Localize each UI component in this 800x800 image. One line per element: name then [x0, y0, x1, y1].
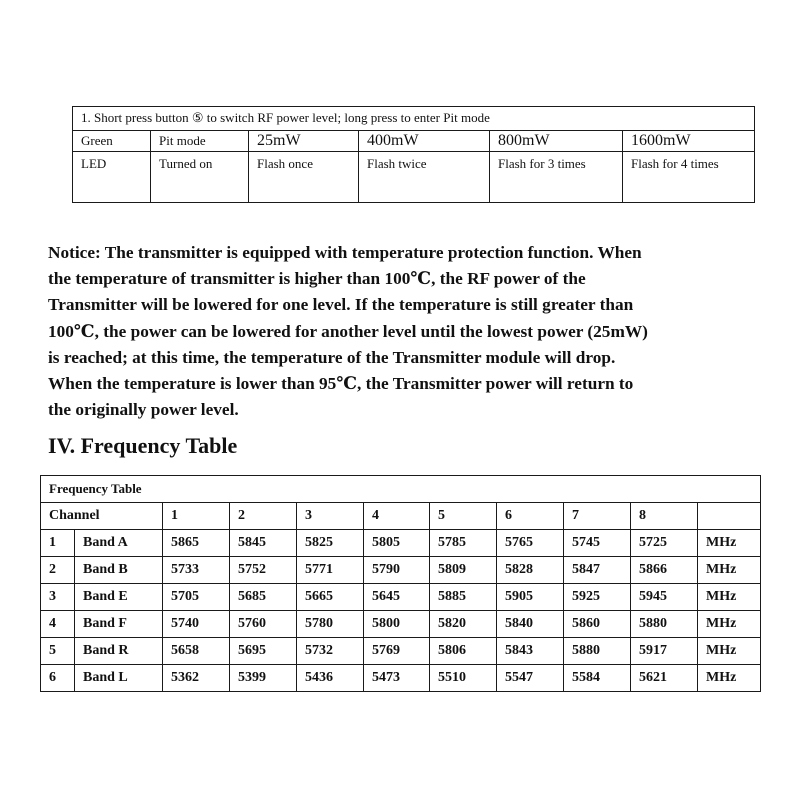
level-400mw: 400mW: [359, 131, 490, 152]
frequency-cell: 5845: [230, 530, 297, 557]
frequency-cell: 5866: [631, 557, 698, 584]
led-state-25mw: Flash once: [249, 152, 359, 203]
frequency-cell: 5547: [497, 665, 564, 692]
frequency-cell: 5843: [497, 638, 564, 665]
notice-line: When the temperature is lower than 95℃, the Transmitter power will return to: [48, 374, 634, 394]
frequency-cell: 5805: [364, 530, 430, 557]
frequency-cell: 5510: [430, 665, 497, 692]
frequency-cell: 5880: [631, 611, 698, 638]
unit-header-empty: [698, 503, 761, 530]
row-label-led: LED: [73, 152, 151, 203]
frequency-cell: 5436: [297, 665, 364, 692]
channel-header: 3: [297, 503, 364, 530]
frequency-cell: 5945: [631, 584, 698, 611]
frequency-cell: 5840: [497, 611, 564, 638]
unit-cell: MHz: [698, 584, 761, 611]
band-index: 4: [41, 611, 75, 638]
channel-header: 2: [230, 503, 297, 530]
instruction-text: 1. Short press button ⑤ to switch RF power level; long press to enter Pit mode: [73, 107, 755, 131]
band-name: Band L: [75, 665, 163, 692]
frequency-cell: 5800: [364, 611, 430, 638]
frequency-cell: 5885: [430, 584, 497, 611]
notice-line: is reached; at this time, the temperature of the Transmitter module will drop.: [48, 347, 616, 367]
frequency-table: [40, 475, 761, 692]
frequency-cell: 5685: [230, 584, 297, 611]
frequency-cell: 5745: [564, 530, 631, 557]
instruction-row: [73, 107, 755, 131]
frequency-cell: 5584: [564, 665, 631, 692]
table-row: [41, 611, 761, 638]
table-row: [41, 530, 761, 557]
channel-header: 7: [564, 503, 631, 530]
frequency-cell: 5790: [364, 557, 430, 584]
frequency-cell: 5769: [364, 638, 430, 665]
channel-label: Channel: [41, 503, 163, 530]
level-pit-mode: Pit mode: [151, 131, 249, 152]
frequency-cell: 5760: [230, 611, 297, 638]
notice-line: Transmitter will be lowered for one level. If the temperature is still greater than: [48, 295, 634, 315]
temperature-notice: [48, 240, 748, 423]
table-caption: Frequency Table: [41, 476, 761, 503]
table-row: [41, 557, 761, 584]
channel-header: 1: [163, 503, 230, 530]
frequency-cell: 5828: [497, 557, 564, 584]
frequency-cell: 5665: [297, 584, 364, 611]
frequency-cell: 5733: [163, 557, 230, 584]
channel-header: 4: [364, 503, 430, 530]
frequency-cell: 5740: [163, 611, 230, 638]
channel-header-row: [41, 503, 761, 530]
table-row: [41, 584, 761, 611]
frequency-cell: 5917: [631, 638, 698, 665]
channel-header: 6: [497, 503, 564, 530]
band-name: Band F: [75, 611, 163, 638]
unit-cell: MHz: [698, 665, 761, 692]
led-state-800mw: Flash for 3 times: [490, 152, 623, 203]
frequency-cell: 5752: [230, 557, 297, 584]
power-levels-row: [73, 131, 755, 152]
frequency-cell: 5847: [564, 557, 631, 584]
frequency-cell: 5473: [364, 665, 430, 692]
frequency-cell: 5621: [631, 665, 698, 692]
unit-cell: MHz: [698, 557, 761, 584]
frequency-cell: 5732: [297, 638, 364, 665]
notice-line: the originally power level.: [48, 400, 239, 420]
led-states-row: [73, 152, 755, 203]
frequency-cell: 5785: [430, 530, 497, 557]
notice-line: the temperature of transmitter is higher than 100℃, the RF power of the: [48, 269, 586, 289]
band-name: Band B: [75, 557, 163, 584]
led-state-400mw: Flash twice: [359, 152, 490, 203]
notice-line: 100℃, the power can be lowered for another level until the lowest power (25mW): [48, 321, 648, 341]
frequency-cell: 5725: [631, 530, 698, 557]
frequency-cell: 5771: [297, 557, 364, 584]
level-1600mw: 1600mW: [623, 131, 755, 152]
band-index: 1: [41, 530, 75, 557]
table-row: [41, 665, 761, 692]
frequency-cell: 5705: [163, 584, 230, 611]
table-row: [41, 638, 761, 665]
frequency-cell: 5658: [163, 638, 230, 665]
band-index: 5: [41, 638, 75, 665]
section-title: IV. Frequency Table: [48, 433, 238, 458]
unit-cell: MHz: [698, 638, 761, 665]
frequency-cell: 5645: [364, 584, 430, 611]
channel-header: 8: [631, 503, 698, 530]
channel-header: 5: [430, 503, 497, 530]
frequency-cell: 5809: [430, 557, 497, 584]
power-level-table: [72, 106, 755, 203]
frequency-cell: 5362: [163, 665, 230, 692]
band-name: Band A: [75, 530, 163, 557]
band-index: 3: [41, 584, 75, 611]
frequency-cell: 5865: [163, 530, 230, 557]
unit-cell: MHz: [698, 611, 761, 638]
frequency-cell: 5780: [297, 611, 364, 638]
unit-cell: MHz: [698, 530, 761, 557]
frequency-cell: 5695: [230, 638, 297, 665]
frequency-cell: 5860: [564, 611, 631, 638]
frequency-cell: 5399: [230, 665, 297, 692]
frequency-cell: 5820: [430, 611, 497, 638]
frequency-cell: 5765: [497, 530, 564, 557]
led-state-pit: Turned on: [151, 152, 249, 203]
frequency-cell: 5880: [564, 638, 631, 665]
frequency-cell: 5925: [564, 584, 631, 611]
row-label-green: Green: [73, 131, 151, 152]
table-caption-row: [41, 476, 761, 503]
frequency-cell: 5806: [430, 638, 497, 665]
frequency-cell: 5825: [297, 530, 364, 557]
band-index: 6: [41, 665, 75, 692]
frequency-cell: 5905: [497, 584, 564, 611]
level-800mw: 800mW: [490, 131, 623, 152]
band-index: 2: [41, 557, 75, 584]
level-25mw: 25mW: [249, 131, 359, 152]
notice-line: Notice: The transmitter is equipped with temperature protection function. When: [48, 243, 642, 262]
band-name: Band R: [75, 638, 163, 665]
band-name: Band E: [75, 584, 163, 611]
led-state-1600mw: Flash for 4 times: [623, 152, 755, 203]
